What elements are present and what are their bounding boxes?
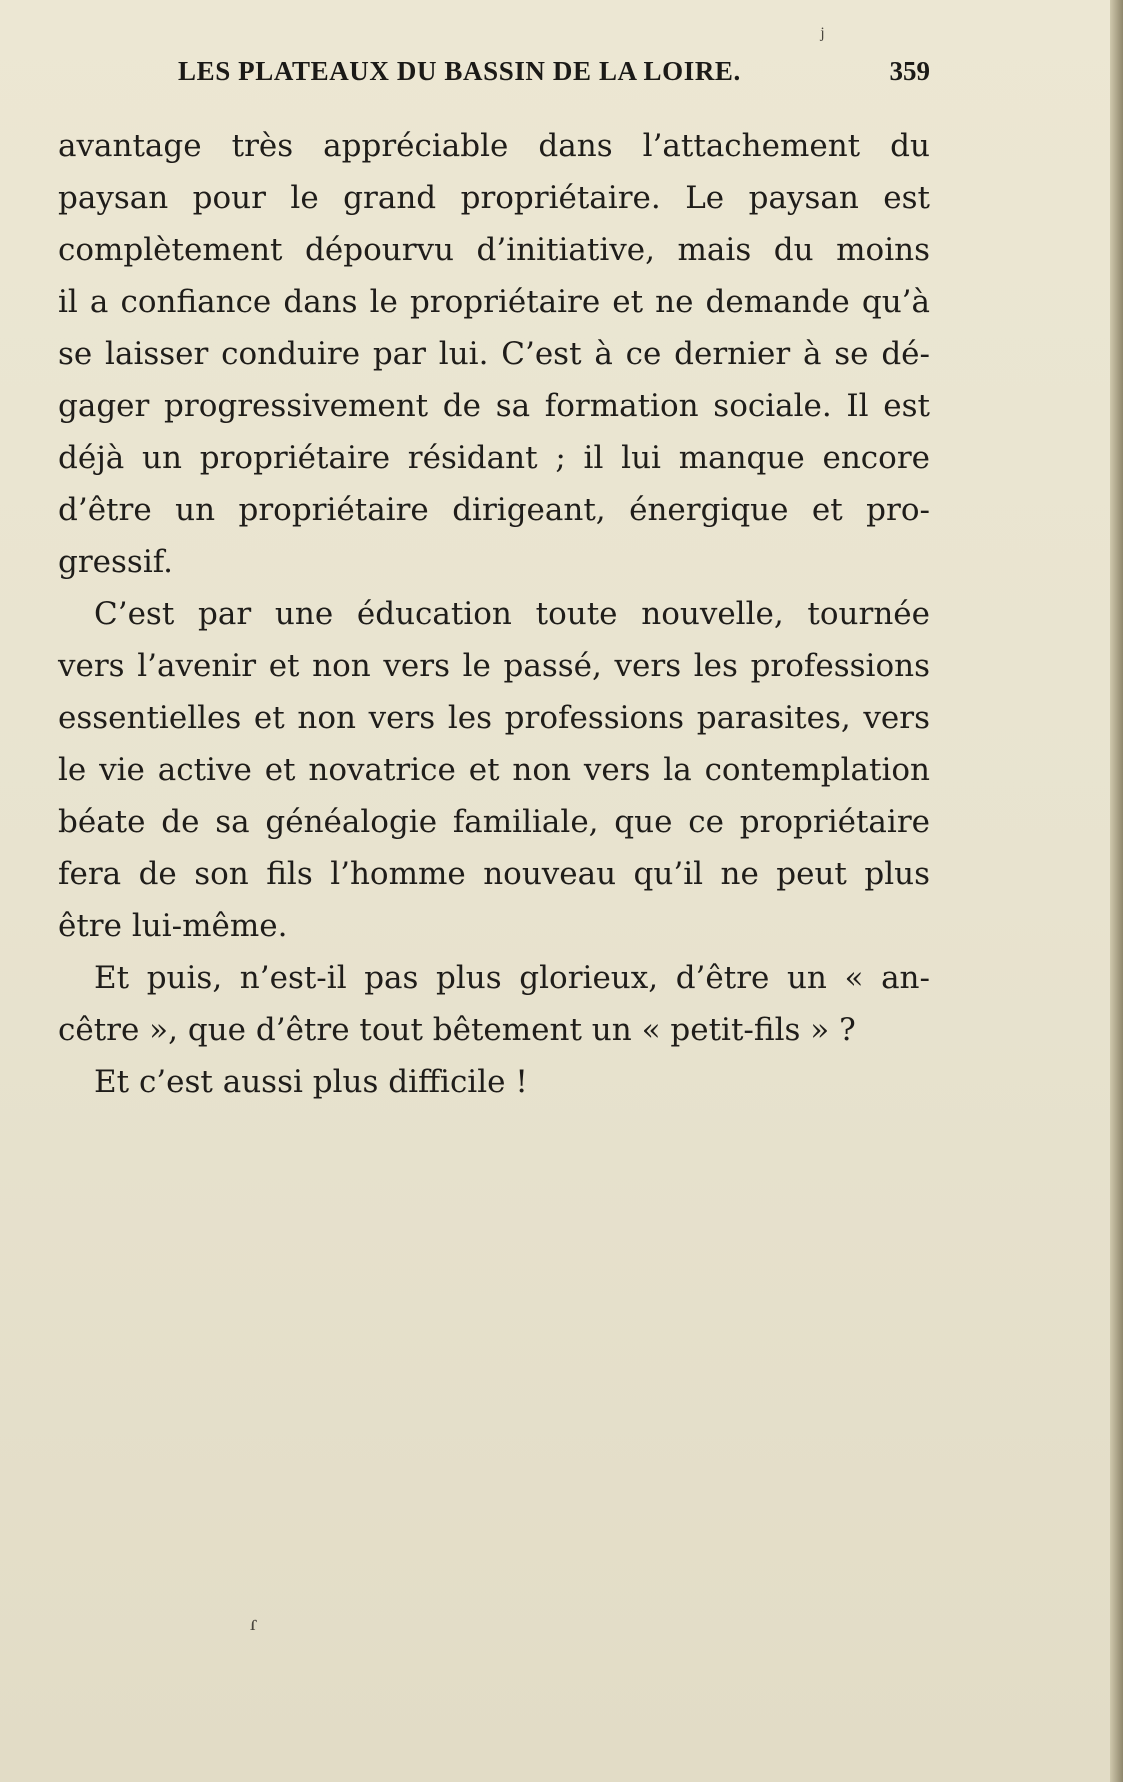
text-line: paysan pour le grand propriétaire. Le paysan est bbox=[58, 180, 930, 216]
text-line: vers l’avenir et non vers le passé, vers les professions bbox=[58, 648, 930, 684]
text-line: déjà un propriétaire résidant ; il lui manque encore bbox=[58, 440, 930, 476]
ink-mark: ɾ bbox=[250, 1610, 258, 1635]
text-line: essentielles et non vers les professions parasites, vers bbox=[58, 700, 930, 736]
ink-mark: ʲ bbox=[820, 22, 825, 51]
page-edge bbox=[1110, 0, 1123, 1782]
paragraph-3 bbox=[58, 952, 930, 1056]
page-number: 359 bbox=[889, 56, 930, 86]
text-line: d’être un propriétaire dirigeant, énergique et pro- bbox=[58, 492, 930, 528]
text-line: le vie active et novatrice et non vers la contemplation bbox=[58, 752, 930, 788]
paragraph-4 bbox=[58, 1056, 930, 1108]
text-line: se laisser conduire par lui. C’est à ce dernier à se dé- bbox=[58, 336, 930, 372]
text-line: gressif. bbox=[58, 544, 173, 580]
text-line: béate de sa généalogie familiale, que ce propriétaire bbox=[58, 804, 930, 840]
text-line: Et puis, n’est-il pas plus glorieux, d’être un « an- bbox=[94, 960, 930, 996]
text-line: gager progressivement de sa formation sociale. Il est bbox=[58, 388, 930, 424]
paragraph-1 bbox=[58, 120, 930, 588]
text-line: il a confiance dans le propriétaire et ne demande qu’à bbox=[58, 284, 930, 320]
text-line: Et c’est aussi plus difficile ! bbox=[94, 1064, 528, 1100]
text-line: être lui-même. bbox=[58, 908, 288, 944]
paragraph-2 bbox=[58, 588, 930, 952]
running-title: LES PLATEAUX DU BASSIN DE LA LOIRE. bbox=[178, 56, 741, 86]
text-line: avantage très appréciable dans l’attachement du bbox=[58, 128, 930, 164]
text-line: cêtre », que d’être tout bêtement un « petit-fils » ? bbox=[58, 1012, 856, 1048]
page-header bbox=[178, 56, 930, 96]
text-line: complètement dépourvu d’initiative, mais du moins bbox=[58, 232, 930, 268]
text-line: fera de son fils l’homme nouveau qu’il ne peut plus bbox=[58, 856, 930, 892]
text-line: C’est par une éducation toute nouvelle, tournée bbox=[94, 596, 930, 632]
body-text bbox=[58, 120, 930, 1108]
